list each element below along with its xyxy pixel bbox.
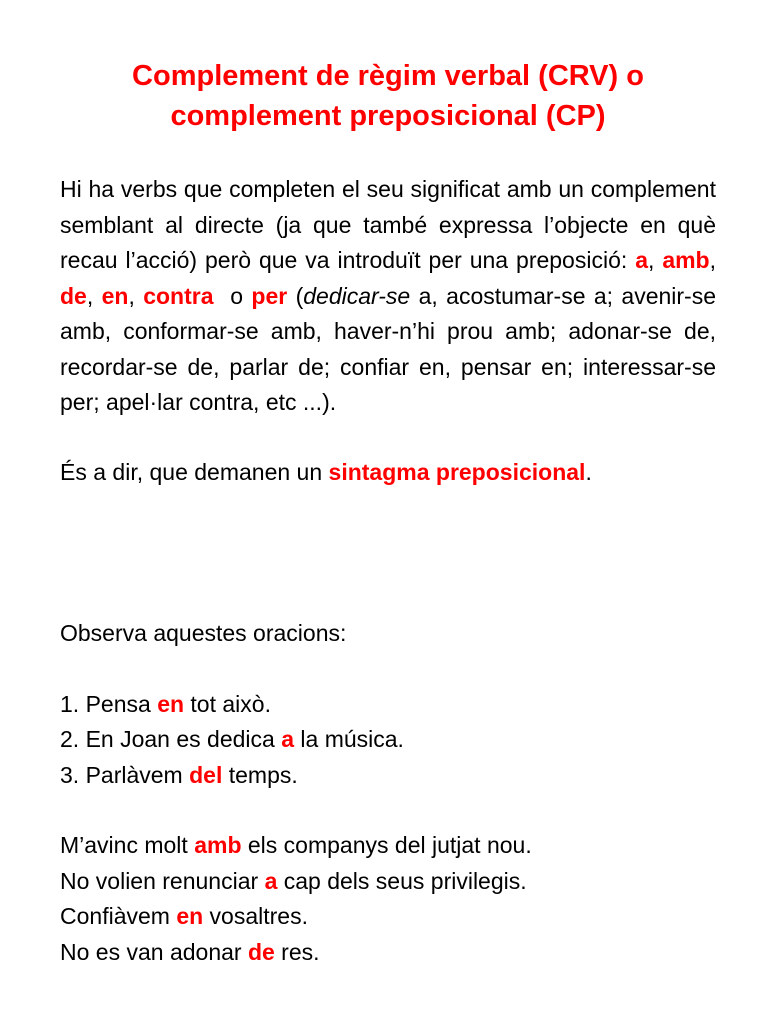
page-title [60,56,716,136]
example-text: els companys del jutjat nou. [241,832,532,858]
summary-paragraph [60,455,716,491]
intro-text-2: ( [287,282,304,309]
example-line [60,899,716,935]
preposition-de: de [60,282,87,309]
italic-verb: dedicar-se [303,282,411,309]
example-line [60,758,716,794]
example-line [60,722,716,758]
example-text: temps. [222,761,298,788]
title-line-2: complement preposicional (CP) [170,100,606,132]
example-text: 1. Pensa [60,690,158,717]
example-preposition: de [247,938,275,965]
separator: , [647,247,663,273]
separator: , [128,282,144,309]
example-line [60,687,716,723]
example-text: No es van adonar [60,938,248,965]
separator: , [709,247,716,273]
example-text: vosaltres. [203,903,308,929]
intro-text-1: Hi ha verbs que completen el seu significat amb un complement semblant al directe (ja que també expressa l’objecte en què recau l’acció) però que va introduït per una preposició: [60,176,716,273]
preposition-per: per [251,282,288,309]
example-line [60,864,716,900]
separator: , [86,282,102,309]
summary-end: . [585,458,592,485]
example-preposition: a [264,867,278,894]
intro-paragraph [60,172,716,421]
example-text: cap dels seus privilegis. [277,867,527,894]
preposition-contra: contra [143,282,214,309]
title-line-1: Complement de règim verbal (CRV) o [132,60,644,92]
example-preposition: del [189,761,223,788]
example-text: 2. En Joan es dedica [60,726,282,752]
example-preposition: en [176,903,204,929]
observe-heading: Observa aquestes oracions: [60,620,347,646]
example-text: la música. [294,726,404,752]
example-preposition: en [157,690,185,717]
example-text: 3. Parlàvem [60,761,190,788]
summary-highlight: sintagma preposicional [328,458,586,485]
example-line [60,935,716,971]
example-preposition: amb [194,832,242,858]
example-text: No volien renunciar [60,867,265,894]
example-line [60,828,716,864]
separator: o [213,282,252,309]
example-text: tot això. [184,690,271,717]
preposition-amb: amb [662,247,710,273]
preposition-en: en [101,282,129,309]
example-text: M’avinc molt [60,832,195,858]
example-preposition: a [281,726,295,752]
example-text: res. [274,938,320,965]
summary-text: És a dir, que demanen un [60,458,329,485]
example-text: Confiàvem [60,903,177,929]
intro-text-3: a, acostumar-se a; avenir-se amb, conformar-se amb, haver-n’hi prou amb; adonar-se de, recordar-se de, parlar de; confiar en, pensar en; interessar-se per; apel·lar contra, etc ...). [60,282,716,415]
numbered-examples [60,687,716,794]
preposition-a: a [635,247,648,273]
additional-examples [60,828,716,970]
